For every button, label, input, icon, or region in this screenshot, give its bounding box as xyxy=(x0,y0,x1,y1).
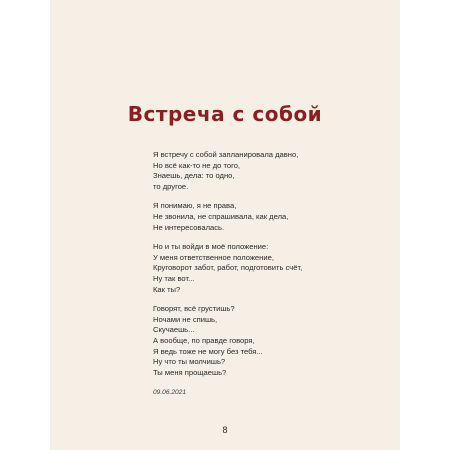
poem-body xyxy=(153,150,383,396)
poem-line: Но всё как-то не до того, xyxy=(153,160,241,170)
poem-line: то другое. xyxy=(153,181,189,191)
poem-line: Скучаешь... xyxy=(153,325,195,335)
poem-line: Ну так вот... xyxy=(153,273,195,283)
poem-line: Говорят, всё грустишь? xyxy=(153,304,235,314)
poem-line: Я встречу с собой запланировала давно, xyxy=(153,150,299,159)
poem-line: У меня ответственное положение, xyxy=(153,252,274,262)
poem-line: Я ведь тоже не могу без тебя... xyxy=(153,346,263,356)
stanza-3 xyxy=(153,242,383,295)
poem-line: Но и ты войди в моё положение: xyxy=(153,242,269,252)
poem-line: Не интересовалась. xyxy=(153,222,225,232)
poem-date: 09.06.2021 xyxy=(153,389,187,397)
poem-line: Ну что ты молчишь? xyxy=(153,357,226,367)
poem-title: Встреча с собой xyxy=(127,102,323,126)
poem-line: Я понимаю, я не права, xyxy=(153,201,237,211)
poem-line: Круговорот забот, работ, подготовить счёт, xyxy=(153,263,303,273)
poem-line: Как ты? xyxy=(153,284,181,294)
stanza-1 xyxy=(153,150,383,192)
poem-line: Не звонила, не спрашивала, как дела, xyxy=(153,211,289,221)
poem-line: Знаешь, дела: то одно, xyxy=(153,171,235,181)
book-page xyxy=(50,0,400,450)
stanza-4 xyxy=(153,304,383,378)
poem-line: Ночами не спишь, xyxy=(153,314,218,324)
poem-line: Ты меня прощаешь? xyxy=(153,367,227,377)
stanza-2 xyxy=(153,201,383,233)
poem-line: А вообще, по правде говоря, xyxy=(153,335,255,345)
page-number: 8 xyxy=(222,425,228,435)
